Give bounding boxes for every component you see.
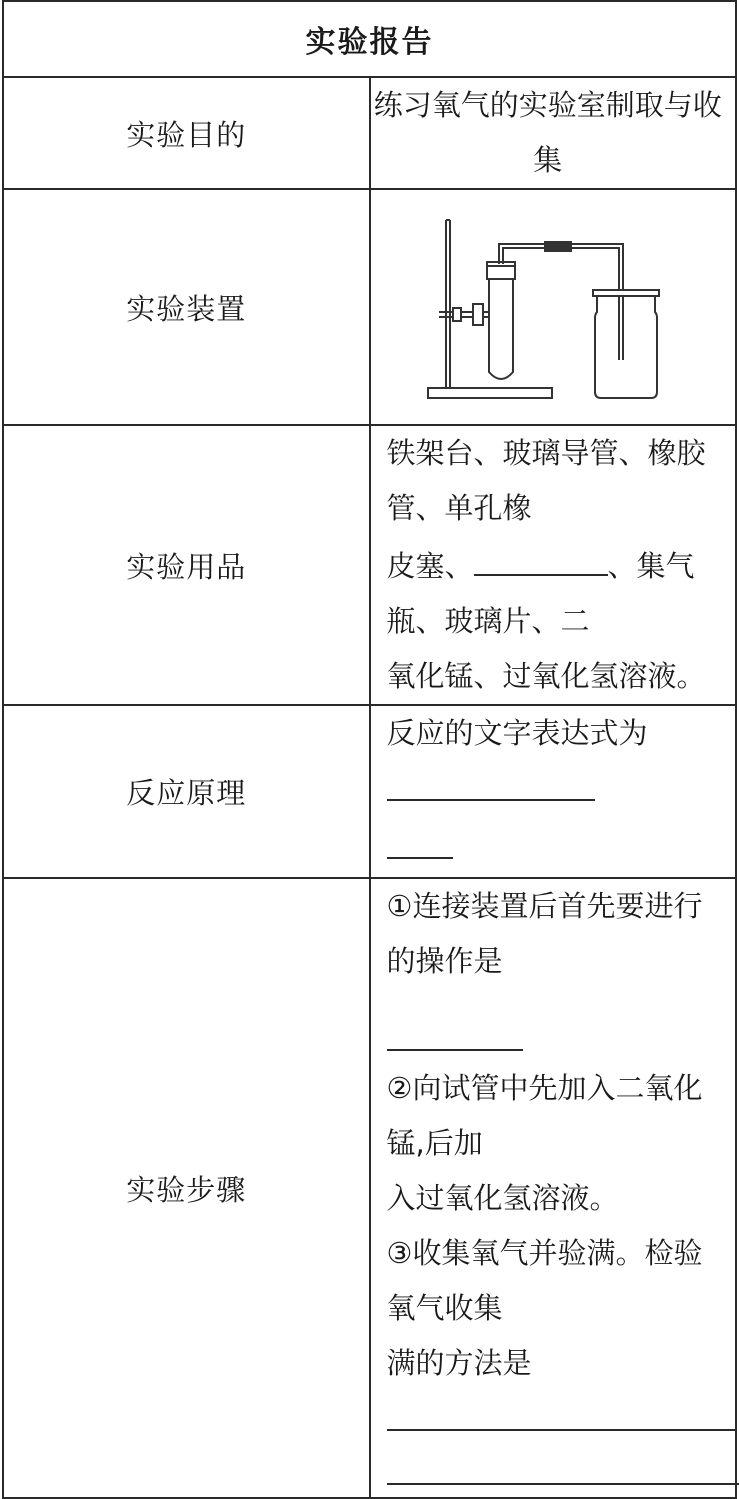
- report-table: [2, 0, 737, 1499]
- purpose-content: 练习氧气的实验室制取与收集: [370, 77, 737, 189]
- step-3-line-1: ③收集氧气并验满。检验氧气收集: [387, 1226, 726, 1336]
- materials-line-2-before: 皮塞、: [387, 549, 474, 583]
- materials-blank[interactable]: [474, 536, 608, 576]
- step-3-blank[interactable]: [387, 1391, 737, 1431]
- step-1-answer: [387, 989, 726, 1061]
- purpose-label: 实验目的: [3, 77, 370, 189]
- steps-label: 实验步骤: [3, 878, 370, 1498]
- principle-blank-continued[interactable]: [387, 819, 453, 859]
- materials-line-1: 铁架台、玻璃导管、橡胶管、单孔橡: [387, 426, 726, 536]
- principle-blank[interactable]: [387, 761, 595, 801]
- apparatus-label: 实验装置: [3, 189, 370, 425]
- principle-label: 反应原理: [3, 705, 370, 878]
- lab-apparatus-diagram-icon: [403, 200, 703, 415]
- step-2-line-1: ②向试管中先加入二氧化锰,后加: [387, 1061, 726, 1171]
- materials-line-2-after: 、集气瓶、玻璃片、二: [387, 549, 695, 638]
- apparatus-cell: [370, 189, 737, 425]
- principle-text: 反应的文字表达式为: [387, 716, 648, 750]
- steps-content: [370, 878, 737, 1498]
- materials-content: [370, 425, 737, 705]
- principle-line-2: [387, 819, 726, 877]
- materials-line-2: [387, 536, 726, 649]
- step-1-blank[interactable]: [387, 1011, 523, 1051]
- principle-line-1: [387, 706, 726, 819]
- step-3-text: 满的方法是: [387, 1346, 532, 1380]
- step-2-line-2: 入过氧化氢溶液。: [387, 1171, 726, 1226]
- step-3-line-2: [387, 1336, 726, 1449]
- step-3-blank-continued[interactable]: [387, 1449, 739, 1485]
- principle-content: [370, 705, 737, 878]
- materials-line-3: 氧化锰、过氧化氢溶液。: [387, 649, 726, 704]
- step-1: ①连接装置后首先要进行的操作是: [387, 879, 726, 989]
- report-title: 实验报告: [3, 1, 736, 77]
- materials-label: 实验用品: [3, 425, 370, 705]
